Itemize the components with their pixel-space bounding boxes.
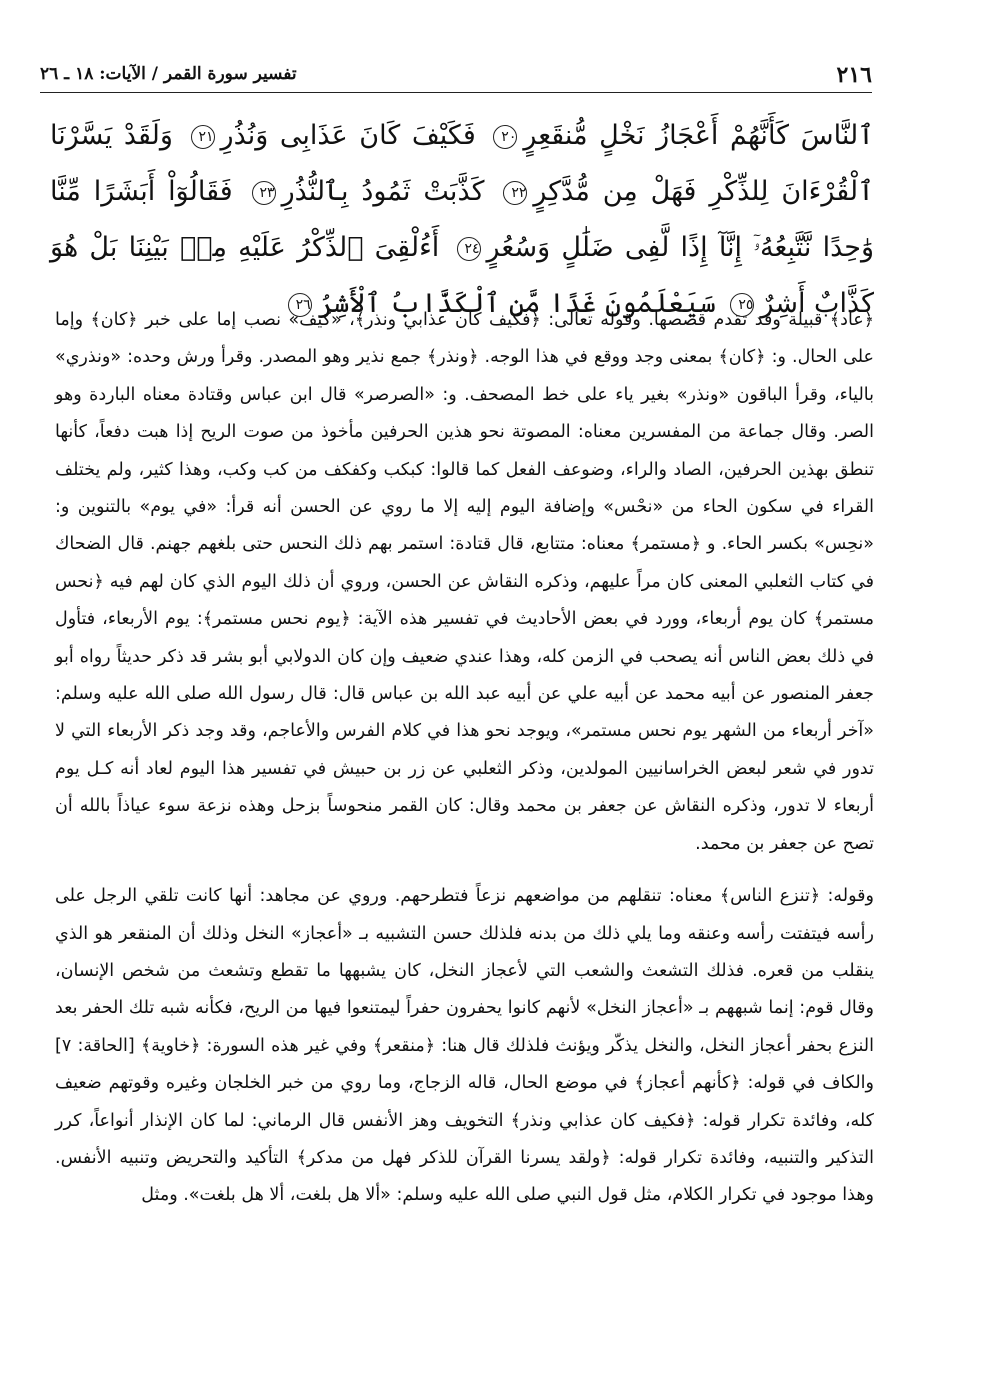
- verse-number-marker: ٢٤: [457, 237, 481, 261]
- verse-number-marker: ٢٢: [503, 181, 527, 205]
- verse-text: أَءُلْقِىَ ٱلذِّكْرُ عَلَيْهِ مِنۢ بَيْنِنَا بَلْ هُوَ كَذَّابٌ أَشِرٌ: [50, 232, 874, 319]
- verse-number-marker: ٢٠: [493, 125, 517, 149]
- quran-verses: [50, 108, 874, 332]
- verse-text: فَكَيْفَ كَانَ عَذَابِى وَنُذُرِ: [220, 120, 476, 151]
- verse-text: فَقَالُوٓاْ أَبَشَرًا مِّنَّا وَٰحِدًا نَّتَّبِعُهُۥٓ إِنَّآ إِذًا لَّفِى ضَلَٰلٍ وَسُعُرٍ: [50, 176, 875, 263]
- commentary-body: [55, 302, 874, 1215]
- verse-number-marker: ٢١: [191, 125, 215, 149]
- page-number: ٢١٦: [836, 62, 872, 88]
- running-title: تفسير سورة القمر / الآيات: ١٨ ـ ٢٦: [40, 64, 297, 84]
- verse-number-marker: ٢٦: [288, 293, 312, 317]
- page-header: [40, 62, 872, 93]
- verse-text: وَلَقَدْ يَسَّرْنَا ٱلْقُرْءَانَ لِلذِّكْرِ فَهَلْ مِن مُّدَّكِرٍ: [50, 120, 874, 207]
- commentary-paragraph: وقوله: ﴿تنزع الناس﴾ معناه: تنقلهم من مواضعهم نزعاً فتطرحهم. وروي عن مجاهد: أنها كانت تلقي الرجل على رأسه فيتفتت رأسه وعنقه وما يلي ذلك من بدنه فلذلك حسن التشبيه بـ «أعجاز» النخل وذلك أن المنقعر هو الذي ينقلب من قعره. فذلك التشعث والشعب التي لأعجاز النخل، كان يشبهها ما تقطع وتشعث من شخص الإنسان، وقال قوم: إنما شبههم بـ «أعجاز النخل» لأنهم كانوا يحفرون حفراً ليمتنعوا فيها من الريح، فكأنه شبه تلك الحفر بعد النزع بحفر أعجاز النخل، والنخل يذكّر ويؤنث فلذلك قال هنا: ﴿منقعر﴾ وفي غير هذه السورة: ﴿خاوية﴾ [الحاقة: ٧] والكاف في قوله: ﴿كأنهم أعجاز﴾ في موضع الحال، قاله الزجاج، وما روي من خبر الخلجان وغيره وقوتهم ضعيف كله، وفائدة تكرار قوله: ﴿فكيف كان عذابي ونذر﴾ التخويف وهز الأنفس قال الرماني: لما كان الإنذار أنواعاً، كرر التذكير والتنبيه، وفائدة تكرار قوله: ﴿ولقد يسرنا القرآن للذكر فهل من مدكر﴾ التأكيد والتحريض وتنبيه الأنفس. وهذا موجود في تكرار الكلام، مثل قول النبي صلى الله عليه وسلم: «ألا هل بلغت، ألا هل بلغت». ومثل: [55, 886, 874, 1206]
- verse-text: ٱلنَّاسَ كَأَنَّهُمْ أَعْجَازُ نَخْلٍ مُّنقَعِرٍ: [523, 120, 875, 151]
- commentary-paragraph: ﴿عاد﴾ قبيلة وقد تقدم قصصها. وقوله تعالى: ﴿فكيف كان عذابي ونذر﴾، «كيف» نصب إما على خبر ﴿كان﴾ وإما على الحال. و: ﴿كان﴾ بمعنى وجد ووقع في هذا الوجه. ﴿ونذر﴾ جمع نذير وهو المصدر. وقرأ ورش وحده: «ونذري» بالياء، وقرأ الباقون «ونذر» بغير ياء على خط المصحف. و: «الصرصر» قال ابن عباس وقتادة معناه الباردة وهو الصر. وقال جماعة من المفسرين معناه: المصوتة نحو هذين الحرفين مأخوذ من صوت الريح إذا هبت دفعاً، كأنها تنطق بهذين الحرفين، الصاد والراء، وضوعف الفعل كما قالوا: كبكب وكفكف من كب وكب، وهذا كثير، ولم يختلف القراء في سكون الحاء من «نحْس» وإضافة اليوم إليه إلا ما روي عن الحسن أنه قرأ: «في يوم» بالتنوين و: «نحِس» بكسر الحاء. و ﴿مستمر﴾ معناه: متتابع، قال قتادة: استمر بهم ذلك النحس حتى بلغهم جهنم. قال الضحاك في كتاب الثعلبي المعنى كان مراً عليهم، وذكره النقاش عن الحسن، وروي أن ذلك اليوم الذي كان لهم فيه ﴿نحس مستمر﴾ كان يوم أربعاء، وورد في بعض الأحاديث في تفسير هذه الآية: ﴿يوم نحس مستمر﴾: يوم الأربعاء، فتأول في ذلك بعض الناس أنه يصحب في الزمن كله، وهذا عندي ضعيف وإن كان الدولابي أبو بشر قد ذكر حديثاً رواه أبو جعفر المنصور عن أبيه محمد عن أبيه علي عن أبيه عبد الله بن عباس قال: قال رسول الله صلى الله عليه وسلم: «آخر أربعاء من الشهر يوم نحس مستمر»، ويوجد نحو هذا في كلام الفرس والأعاجم، وقد وجد ذكر الأربعاء التي لا تدور في شعر لبعض الخراسانيين المولدين، وذكر الثعلبي عن زر بن حبيش في تفسير هذا اليوم لعاد أنه كـل يوم أربعاء لا تدور، وذكره النقاش عن جعفر بن محمد وقال: كان القمر منحوساً بزحل وهذه نزعة سوء عياذاً بالله أن تصح عن جعفر بن محمد.: [55, 310, 874, 854]
- verse-number-marker: ٢٣: [252, 181, 276, 205]
- verse-text: سَيَعْلَمُونَ غَدًا مَّنِ ٱلْكَذَّابُ ٱلْأَشِرُ: [317, 288, 716, 319]
- verse-text: كَذَّبَتْ ثَمُودُ بِٱلنُّذُرِ: [281, 176, 485, 207]
- verse-number-marker: ٢٥: [730, 293, 754, 317]
